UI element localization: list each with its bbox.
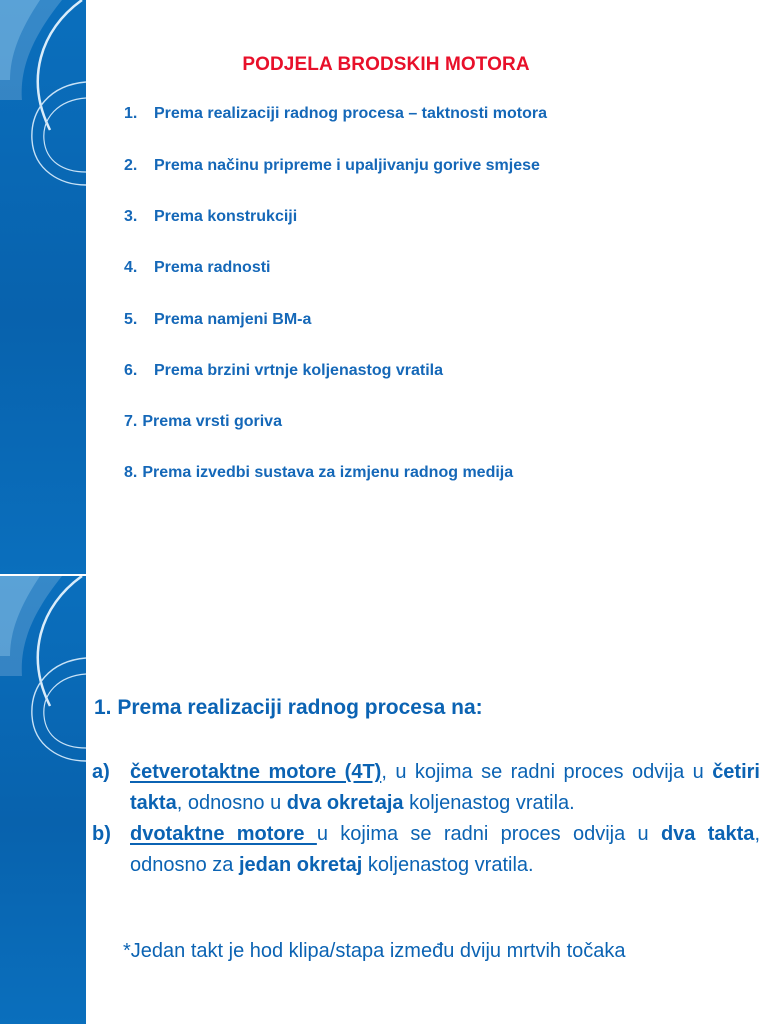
- point-bold: jedan okretaj: [238, 854, 363, 876]
- point-body: [130, 819, 760, 881]
- point-bold: dva okretaja: [286, 792, 404, 814]
- list-text: Prema izvedbi sustava za izmjenu radnog medija: [142, 464, 514, 481]
- point-letter: b): [92, 823, 111, 845]
- list-number: 5.: [124, 311, 138, 328]
- list-number: 8.: [124, 464, 138, 481]
- point-bold: dva takta: [660, 823, 755, 845]
- swirl-decoration: [0, 0, 86, 574]
- sidebar-decoration: [0, 576, 86, 1024]
- list-item-8: [124, 464, 513, 482]
- list-number: 1.: [124, 105, 138, 122]
- point-text: , u kojima se radni proces odvija u: [381, 761, 713, 783]
- point-text: koljenastog vratila.: [362, 854, 534, 876]
- list-item-1: [124, 105, 547, 123]
- list-text: Prema realizaciji radnog procesa – taktnosti motora: [154, 105, 548, 122]
- point-letter: a): [92, 761, 110, 783]
- section-heading: 1. Prema realizaciji radnog procesa na:: [94, 696, 483, 719]
- point-bold: četiri takta: [130, 761, 760, 814]
- list-text: Prema brzini vrtnje koljenastog vratila: [154, 362, 443, 379]
- point-term: dvotaktne motore: [130, 823, 317, 845]
- list-text: Prema radnosti: [154, 259, 271, 276]
- list-item-5: [124, 311, 311, 329]
- point-b: [92, 819, 760, 881]
- point-body: [130, 757, 760, 819]
- swirl-decoration: [0, 576, 86, 1024]
- footnote: *Jedan takt je hod klipa/stapa između dviju mrtvih točaka: [123, 940, 626, 962]
- list-text: Prema načinu pripreme i upaljivanju gorive smjese: [154, 157, 540, 174]
- list-number: 3.: [124, 208, 138, 225]
- list-item-2: [124, 157, 540, 175]
- list-item-7: [124, 413, 282, 431]
- list-text: Prema namjeni BM-a: [154, 311, 312, 328]
- list-text: Prema konstrukciji: [154, 208, 298, 225]
- point-text: , odnosno za: [130, 823, 760, 876]
- list-number: 6.: [124, 362, 138, 379]
- list-item-6: [124, 362, 443, 380]
- point-text: u kojima se radni proces odvija u: [316, 823, 661, 845]
- point-text: koljenastog vratila.: [403, 792, 575, 814]
- list-item-3: [124, 208, 297, 226]
- point-term: četverotaktne motore (4T): [130, 761, 382, 783]
- sidebar-decoration: [0, 0, 86, 574]
- list-number: 2.: [124, 157, 138, 174]
- point-a: [92, 757, 760, 819]
- list-text: Prema vrsti goriva: [142, 413, 282, 430]
- slide-2: [0, 576, 768, 1024]
- point-text: , odnosno u: [176, 792, 287, 814]
- list-number: 7.: [124, 413, 138, 430]
- list-item-4: [124, 259, 270, 277]
- list-number: 4.: [124, 259, 138, 276]
- slide-title: PODJELA BRODSKIH MOTORA: [242, 54, 530, 75]
